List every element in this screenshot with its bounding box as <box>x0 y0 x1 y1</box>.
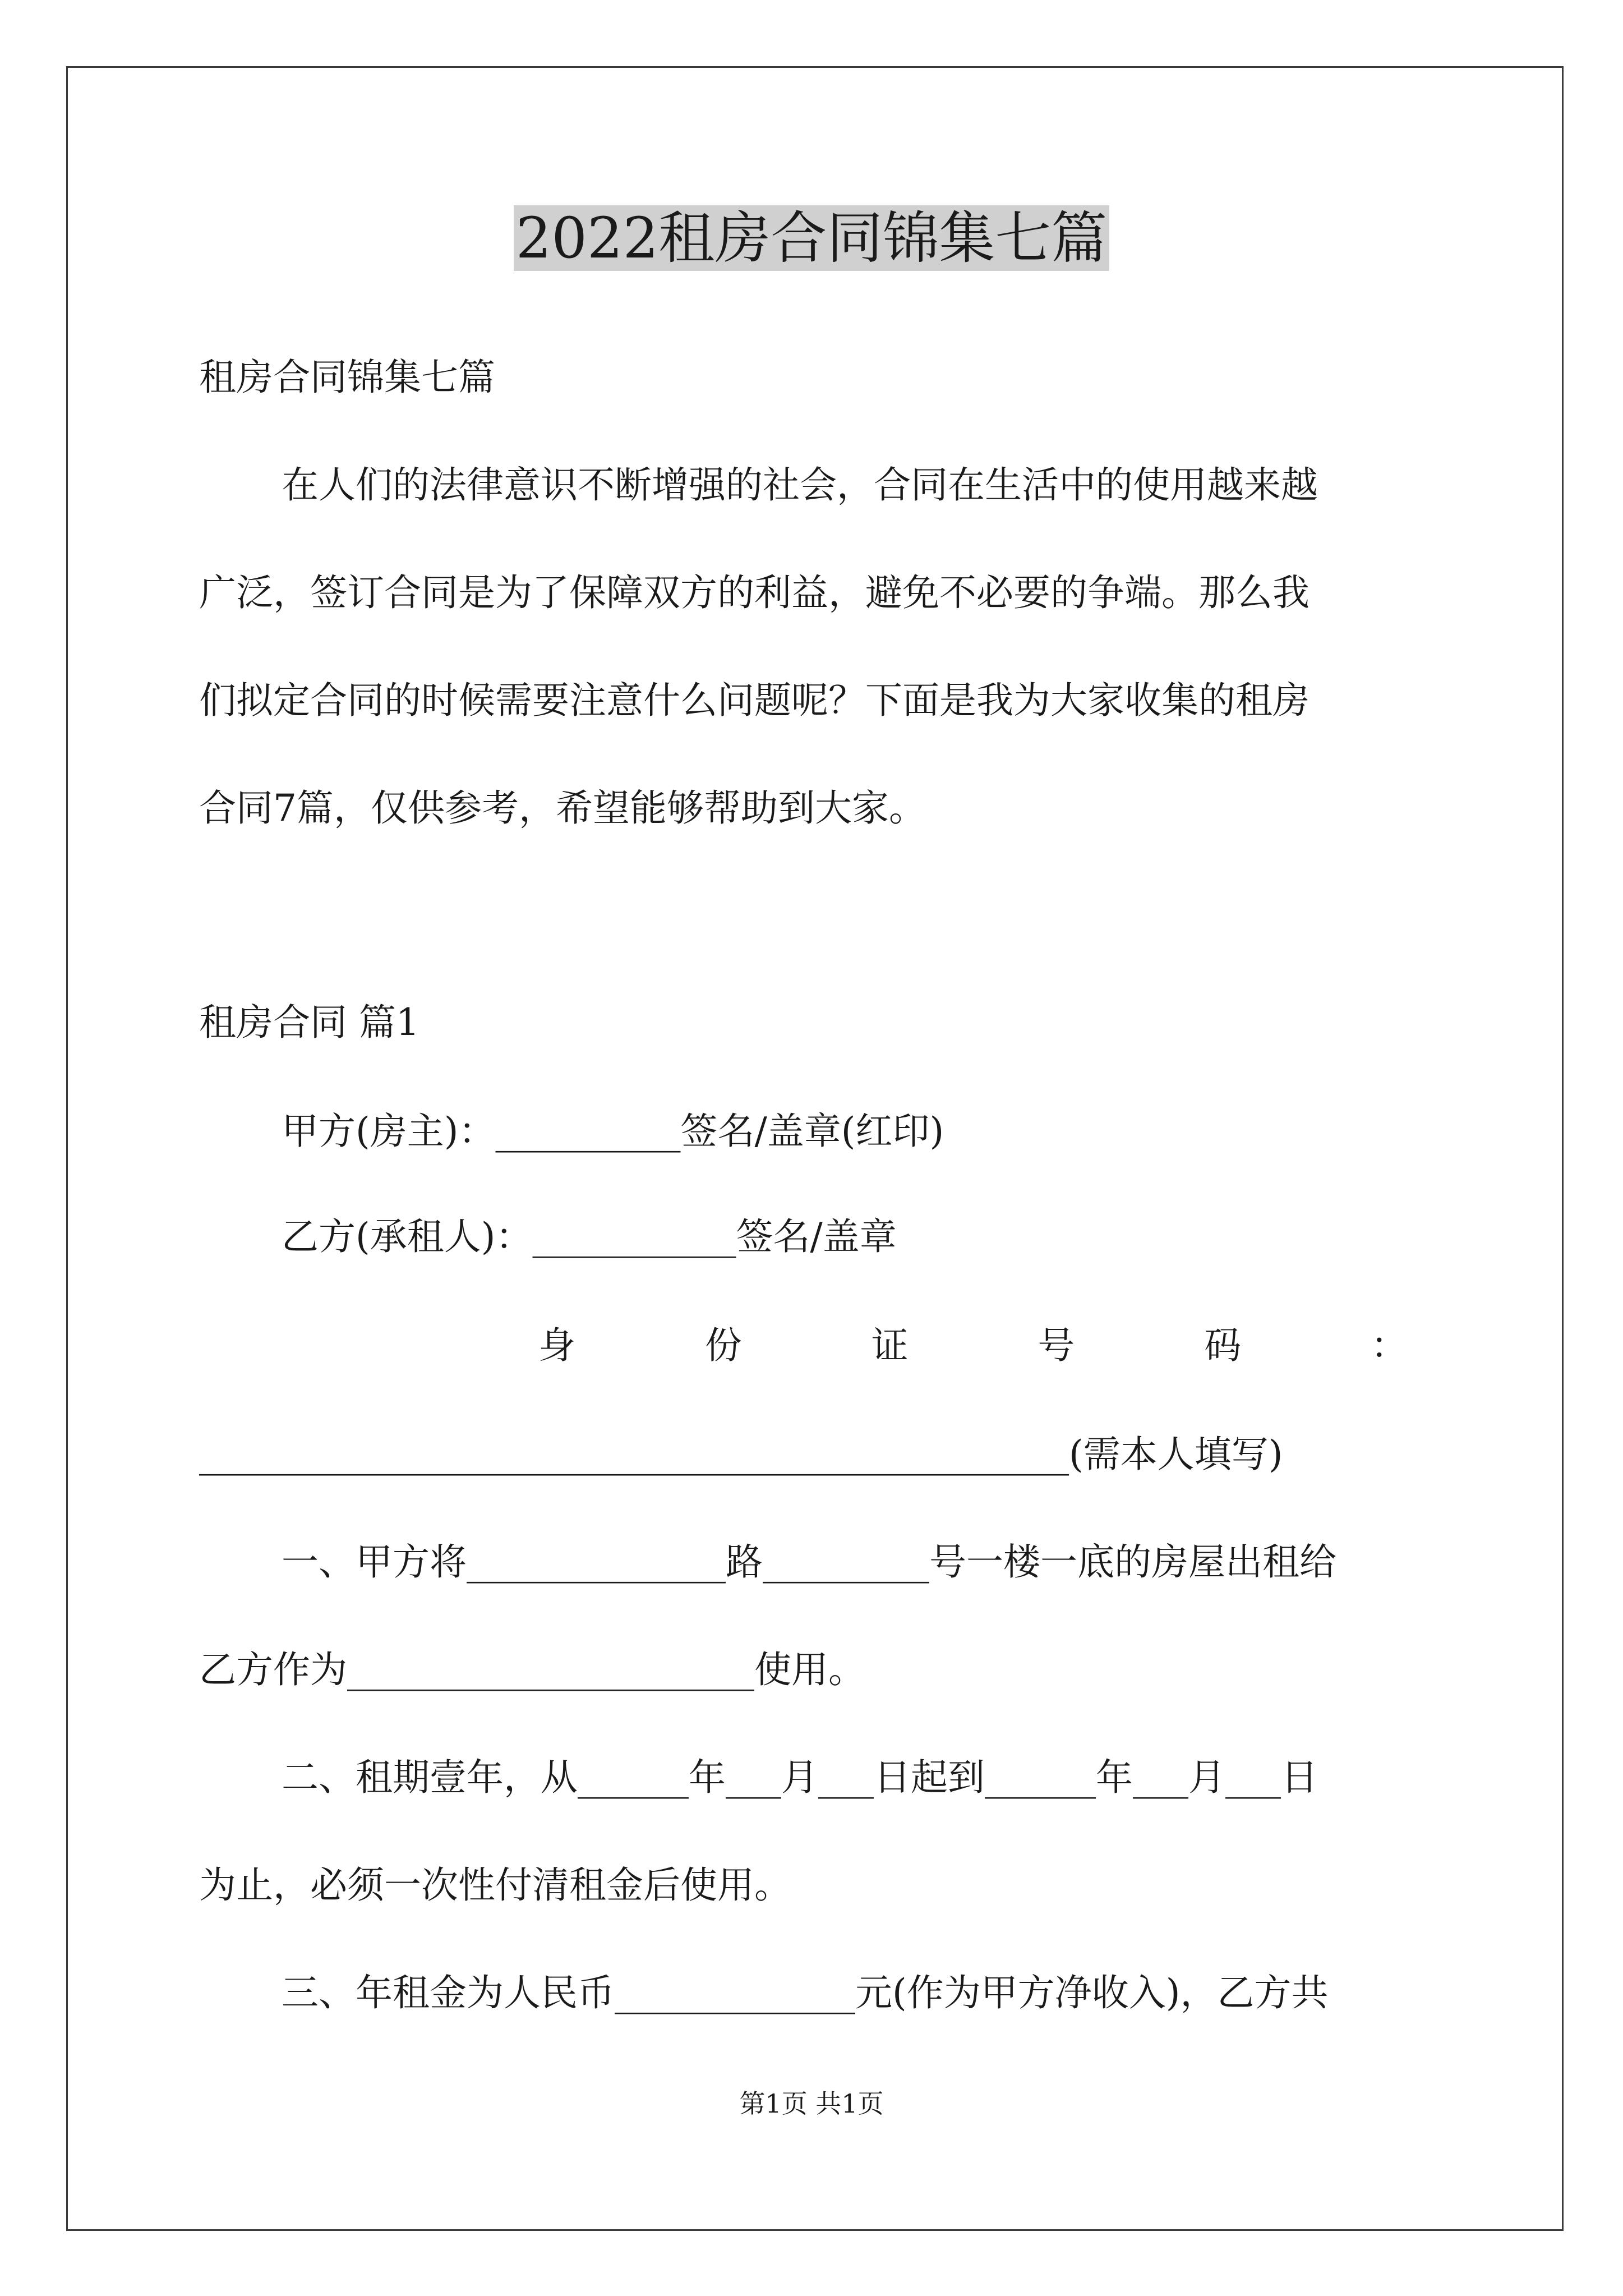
clause-2-line-2: 为止，必须一次性付清租金后使用。 <box>199 1864 791 1907</box>
intro-line-3: 们拟定合同的时候需要注意什么问题呢？下面是我为大家收集的租房 <box>199 679 1310 722</box>
party-a-line: 甲方(房主)：__________签名/盖章(红印) <box>282 1110 944 1153</box>
id-label-char: 份 <box>704 1324 742 1367</box>
id-label-char: 码 <box>1204 1324 1242 1367</box>
document-title <box>0 199 1623 278</box>
id-label-char: 身 <box>538 1324 575 1367</box>
id-label-char: ： <box>1370 1324 1408 1367</box>
intro-line-1: 在人们的法律意识不断增强的社会，合同在生活中的使用越来越 <box>282 463 1318 507</box>
document-title-text: 2022租房合同锦集七篇 <box>514 205 1110 271</box>
clause-1-line-2: 乙方作为______________________使用。 <box>199 1648 865 1691</box>
id-label-char: 号 <box>1038 1324 1075 1367</box>
clause-3-line-1: 三、年租金为人民币_____________元(作为甲方净收入)，乙方共 <box>282 1971 1329 2014</box>
clause-1-line-1: 一、甲方将______________路_________号一楼一底的房屋出租给 <box>282 1540 1336 1584</box>
id-number-label <box>538 1320 1408 1371</box>
id-label-char: 证 <box>871 1324 909 1367</box>
subtitle: 租房合同锦集七篇 <box>199 356 495 399</box>
intro-line-2: 广泛，签订合同是为了保障双方的利益，避免不必要的争端。那么我 <box>199 571 1310 614</box>
clause-2-line-1: 二、租期壹年，从______年___月___日起到______年___月___日 <box>282 1756 1318 1799</box>
intro-line-4: 合同7篇，仅供参考，希望能够帮助到大家。 <box>199 786 926 830</box>
page-footer: 第1页 共1页 <box>739 2088 884 2119</box>
id-fill-line: _______________________________________________(需本人填写) <box>199 1433 1283 1476</box>
section-heading: 租房合同 篇1 <box>199 1001 419 1044</box>
party-b-line: 乙方(承租人)：___________签名/盖章 <box>282 1215 897 1258</box>
